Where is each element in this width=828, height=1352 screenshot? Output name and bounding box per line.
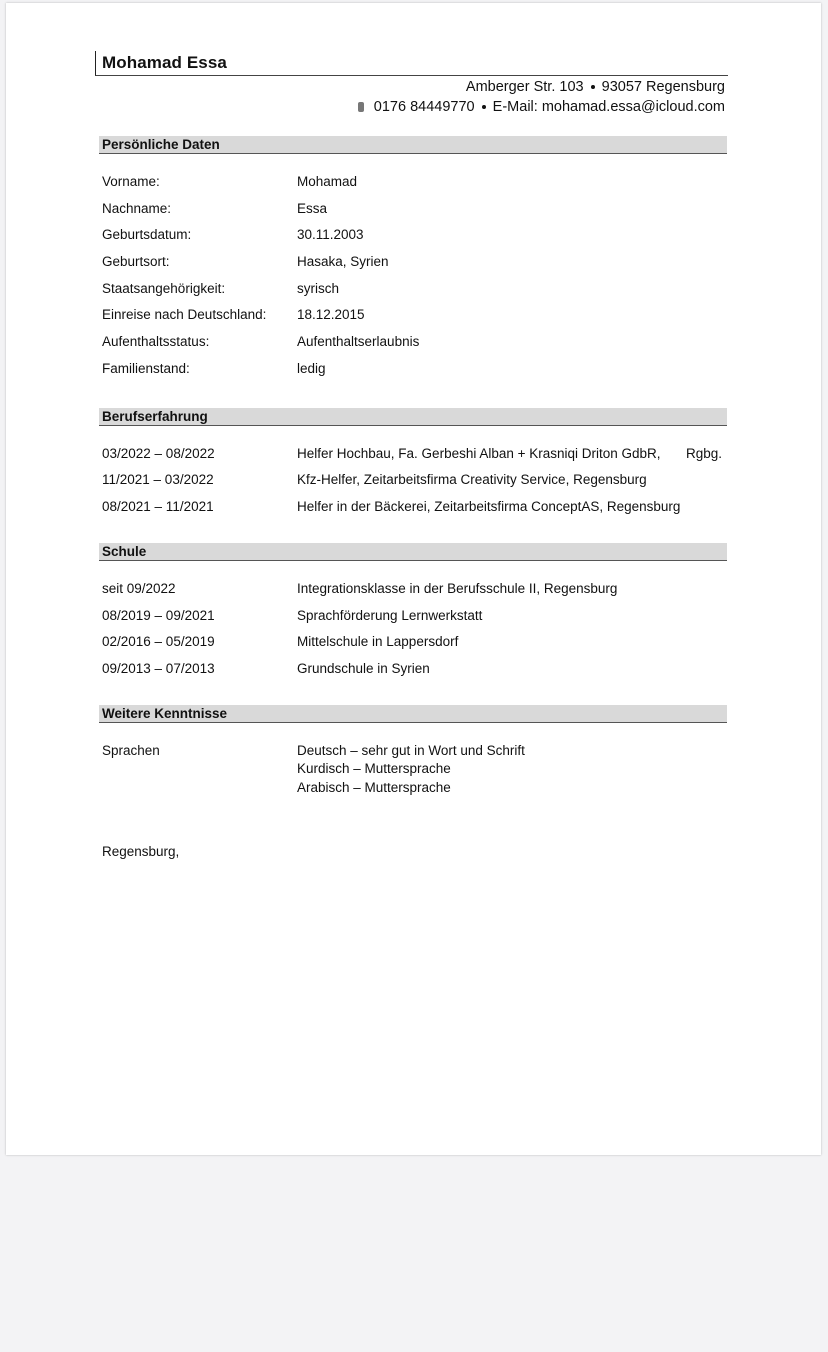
school-period: 02/2016 – 05/2019 (102, 634, 215, 649)
section-experience-title: Berufserfahrung (99, 408, 727, 426)
personal-label: Staatsangehörigkeit: (102, 281, 226, 296)
phone-icon (358, 102, 364, 112)
personal-value: 18.12.2015 (297, 307, 365, 322)
personal-value: syrisch (297, 281, 340, 296)
language-item: Kurdisch – Muttersprache (297, 761, 451, 776)
school-period: seit 09/2022 (102, 581, 176, 596)
experience-text: Helfer Hochbau, Fa. Gerbeshi Alban + Krasniqi Driton GdbR, (297, 446, 661, 461)
experience-period: 08/2021 – 11/2021 (102, 499, 214, 514)
language-item: Arabisch – Muttersprache (297, 780, 451, 795)
personal-label: Einreise nach Deutschland: (102, 307, 267, 322)
signature-place: Regensburg, (102, 844, 180, 859)
experience-location-abbrev: Rgbg. (686, 446, 723, 461)
personal-value: Aufenthaltserlaubnis (297, 334, 420, 349)
school-text: Integrationsklasse in der Berufsschule II, Regensburg (297, 581, 618, 596)
address-street: Amberger Str. 103 (465, 79, 584, 95)
section-skills-title: Weitere Kenntnisse (99, 705, 727, 723)
language-item: Deutsch – sehr gut in Wort und Schrift (297, 743, 525, 758)
school-period: 08/2019 – 09/2021 (102, 608, 215, 623)
separator-dot (482, 105, 486, 109)
personal-label: Vorname: (102, 174, 160, 189)
personal-label: Familienstand: (102, 361, 190, 376)
experience-period: 11/2021 – 03/2022 (102, 472, 214, 487)
experience-text: Helfer in der Bäckerei, Zeitarbeitsfirma ConceptAS, Regensburg (297, 499, 681, 514)
experience-period: 03/2022 – 08/2022 (102, 446, 215, 461)
school-text: Grundschule in Syrien (297, 661, 430, 676)
school-text: Mittelschule in Lappersdorf (297, 634, 459, 649)
separator-dot (591, 85, 595, 89)
skills-label: Sprachen (102, 743, 160, 758)
school-period: 09/2013 – 07/2013 (102, 661, 215, 676)
school-text: Sprachförderung Lernwerkstatt (297, 608, 483, 623)
personal-label: Aufenthaltsstatus: (102, 334, 210, 349)
address-line (466, 79, 725, 95)
personal-value: ledig (297, 361, 326, 376)
address-city: 93057 Regensburg (601, 79, 725, 95)
email-address[interactable]: mohamad.essa@icloud.com (541, 99, 725, 115)
applicant-name: Mohamad Essa (102, 53, 227, 72)
personal-value: 30.11.2003 (297, 227, 364, 242)
personal-value: Mohamad (297, 174, 358, 189)
personal-value: Essa (297, 201, 328, 216)
contact-line (358, 99, 725, 115)
section-personal-title: Persönliche Daten (99, 136, 727, 154)
personal-label: Nachname: (102, 201, 172, 216)
email-label: E-Mail: (492, 99, 538, 115)
personal-label: Geburtsdatum: (102, 227, 192, 242)
section-school-title: Schule (99, 543, 727, 561)
phone-number: 0176 84449770 (373, 99, 475, 115)
document-page (6, 3, 821, 1155)
personal-value: Hasaka, Syrien (297, 254, 389, 269)
personal-label: Geburtsort: (102, 254, 170, 269)
experience-text: Kfz-Helfer, Zeitarbeitsfirma Creativity Service, Regensburg (297, 472, 647, 487)
